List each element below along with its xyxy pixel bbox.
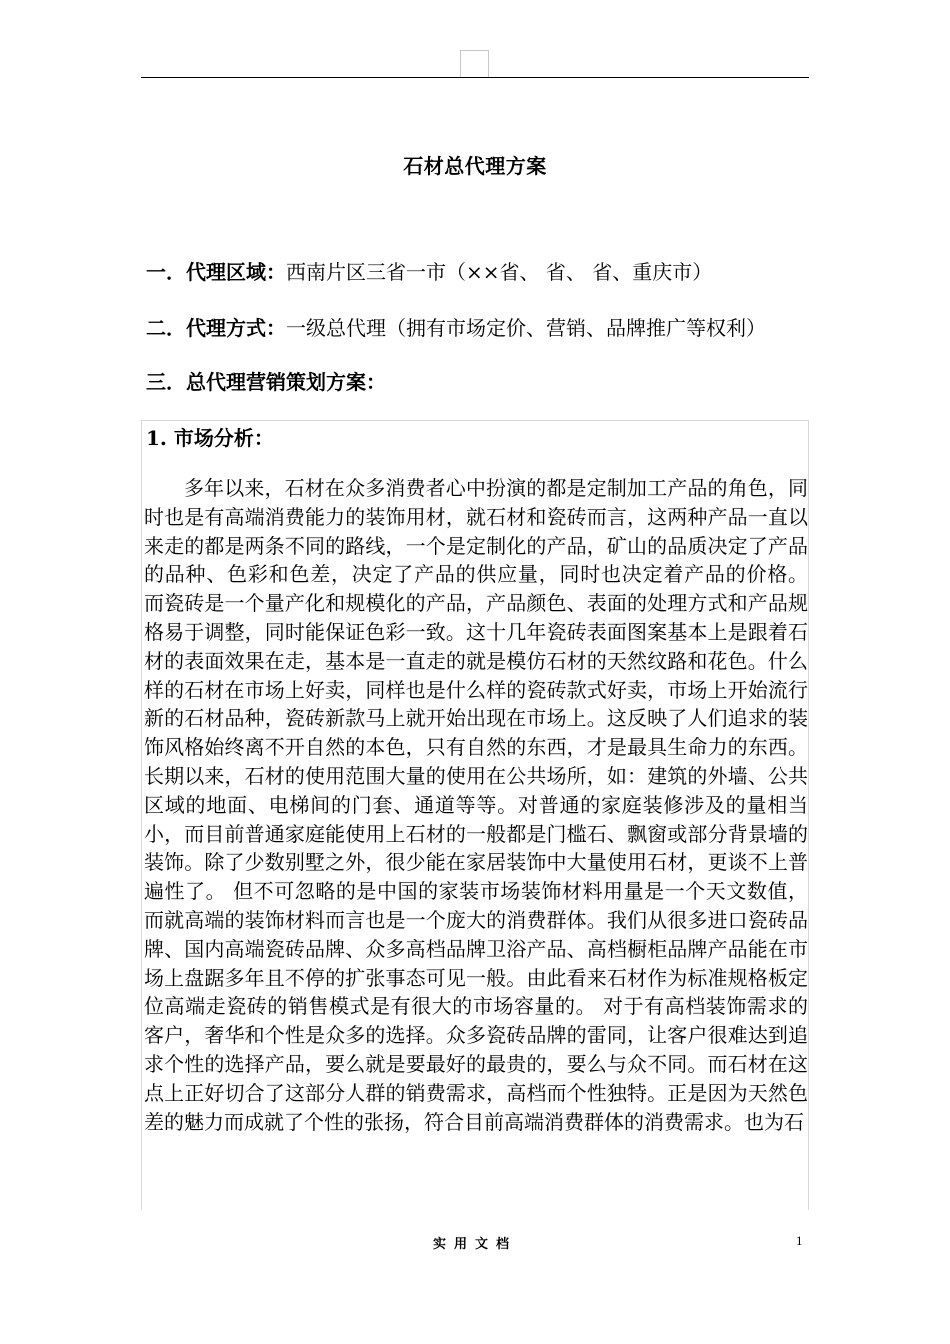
section-value: 西南片区三省一市（××省、 省、 省、重庆市）	[286, 260, 713, 284]
header-rule	[141, 77, 809, 78]
page-number: 1	[796, 1233, 803, 1248]
section-label: 三．总代理营销策划方案：	[146, 370, 386, 394]
footer-label: 实用文档	[432, 1237, 517, 1252]
section-agency-region	[146, 258, 712, 286]
header-frame-mark	[460, 50, 489, 77]
subsection-heading: 1. 市场分析：	[146, 426, 274, 450]
section-marketing-plan	[146, 368, 386, 396]
body-paragraph: 多年以来，石材在众多消费者心中扮演的都是定制加工产品的角色，同时也是有高端消费能力的装饰用材，就石材和瓷砖而言，这两种产品一直以来走的都是两条不同的路线，一个是定制化的产品，矿山的品质决定了产品的品种、色彩和色差，决定了产品的供应量，同时也决定着产品的价格。 而瓷砖是一个量产化和规模化的产品，产品颜色、表面的处理方式和产品规格易于调整，同时能保证色彩一致。这十几年瓷砖表面图案基本上是跟着石材的表面效果在走，基本是一直走的就是模仿石材的天然纹路和花色。什么样的石材在市场上好卖，同样也是什么样的瓷砖款式好卖，市场上开始流行新的石材品种，瓷砖新款马上就开始出现在市场上。这反映了人们追求的装饰风格始终离不开自然的本色，只有自然的东西，才是最具生命力的东西。 长期以来，石材的使用范围大量的使用在公共场所，如：建筑的外墙、公共区域的地面、电梯间的门套、通道等等。对普通的家庭装修涉及的量相当小，而目前普通家庭能使用上石材的一般都是门槛石、飘窗或部分背景墙的装饰。除了少数别墅之外，很少能在家居装饰中大量使用石材，更谈不上普遍性了。 但不可忽略的是中国的家装市场装饰材料用量是一个天文数值，而就高端的装饰材料而言也是一个庞大的消费群体。我们从很多进口瓷砖品牌、国内高端瓷砖品牌、众多高档品牌卫浴产品、高档橱柜品牌产品能在市场上盘踞多年且不停的扩张事态可见一般。由此看来石材作为标准规格板定位高端走瓷砖的销售模式是有很大的市场容量的。 对于有高档装饰需求的客户，奢华和个性是众多的选择。众多瓷砖品牌的雷同，让客户很难达到追求个性的选择产品，要么就是要最好的最贵的，要么与众不同。而石材在这点上正好切合了这部分人群的销费需求，高档而个性独特。正是因为天然色差的魅力而成就了个性的张扬，符合目前高端消费群体的消费需求。也为石	[144, 476, 808, 1134]
section-label: 二．代理方式：	[146, 316, 286, 340]
section-label: 一．代理区域：	[146, 260, 286, 284]
section-agency-mode	[146, 314, 766, 342]
page-title: 石材总代理方案	[403, 154, 547, 178]
section-value: 一级总代理（拥有市场定价、营销、品牌推广等权利）	[286, 316, 766, 340]
